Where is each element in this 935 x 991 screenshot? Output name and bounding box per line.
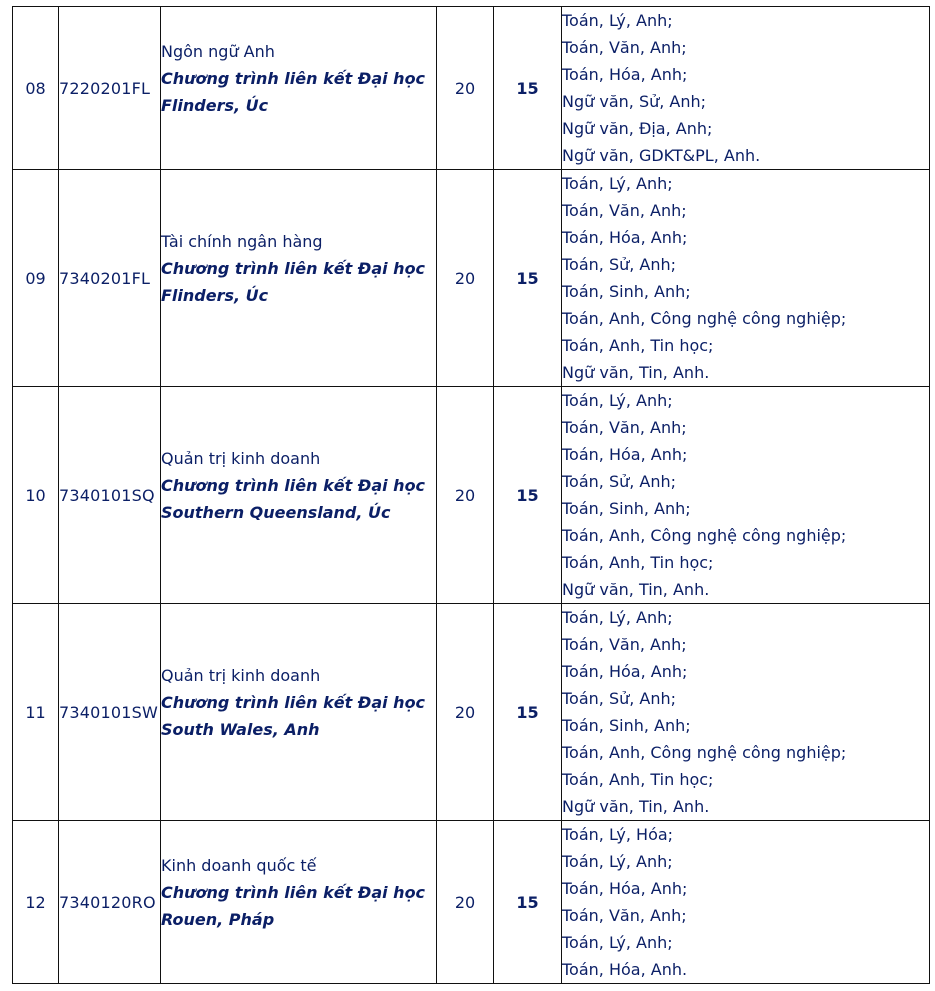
combo-item: Ngữ văn, Tin, Anh. xyxy=(562,363,710,382)
row-number: 11 xyxy=(13,604,59,821)
quota: 20 xyxy=(437,7,494,170)
combo-item: Toán, Anh, Công nghệ công nghiệp; xyxy=(562,743,847,762)
table-row xyxy=(13,387,930,604)
combo-item: Toán, Sử, Anh; xyxy=(562,689,677,708)
combo-item: Ngữ văn, Sử, Anh; xyxy=(562,92,707,111)
combo-item: Toán, Văn, Anh; xyxy=(562,38,687,57)
major-name-cell xyxy=(161,387,437,604)
row-number: 09 xyxy=(13,170,59,387)
combo-item: Toán, Văn, Anh; xyxy=(562,906,687,925)
quota: 20 xyxy=(437,604,494,821)
combo-item: Ngữ văn, Tin, Anh. xyxy=(562,580,710,599)
min-score: 15 xyxy=(494,387,562,604)
combo-item: Toán, Lý, Anh; xyxy=(562,11,673,30)
major-name-cell xyxy=(161,7,437,170)
combo-item: Toán, Sinh, Anh; xyxy=(562,499,691,518)
program-line-1: Chương trình liên kết Đại học xyxy=(161,68,426,88)
combo-item: Toán, Lý, Anh; xyxy=(562,391,673,410)
combo-item: Toán, Sử, Anh; xyxy=(562,472,677,491)
subject-combos xyxy=(562,387,930,604)
combo-item: Toán, Văn, Anh; xyxy=(562,418,687,437)
combo-item: Toán, Anh, Công nghệ công nghiệp; xyxy=(562,309,847,328)
cropped-text-fragment xyxy=(12,984,142,991)
combo-item: Toán, Hóa, Anh. xyxy=(562,960,688,979)
combo-item: Toán, Lý, Anh; xyxy=(562,608,673,627)
quota: 20 xyxy=(437,170,494,387)
combo-item: Ngữ văn, Địa, Anh; xyxy=(562,119,713,138)
combo-item: Toán, Lý, Anh; xyxy=(562,852,673,871)
combo-item: Toán, Hóa, Anh; xyxy=(562,662,688,681)
combo-item: Toán, Sinh, Anh; xyxy=(562,716,691,735)
quota: 20 xyxy=(437,821,494,984)
major-name-cell xyxy=(161,170,437,387)
program-line-2: Flinders, Úc xyxy=(161,95,269,115)
min-score: 15 xyxy=(494,7,562,170)
combo-item: Toán, Anh, Công nghệ công nghiệp; xyxy=(562,526,847,545)
combo-item: Toán, Hóa, Anh; xyxy=(562,65,688,84)
table-body xyxy=(13,7,930,984)
program-line-2: South Wales, Anh xyxy=(161,719,320,739)
combo-item: Toán, Lý, Anh; xyxy=(562,933,673,952)
program-line-1: Chương trình liên kết Đại học xyxy=(161,882,426,902)
program-line-1: Chương trình liên kết Đại học xyxy=(161,475,426,495)
combo-item: Toán, Anh, Tin học; xyxy=(562,553,714,572)
admissions-table xyxy=(12,6,930,984)
subject-combos xyxy=(562,821,930,984)
table-row xyxy=(13,7,930,170)
row-number: 12 xyxy=(13,821,59,984)
combo-item: Toán, Văn, Anh; xyxy=(562,201,687,220)
combo-item: Toán, Văn, Anh; xyxy=(562,635,687,654)
major-name-cell xyxy=(161,821,437,984)
major-name-cell xyxy=(161,604,437,821)
combo-item: Toán, Hóa, Anh; xyxy=(562,879,688,898)
combo-item: Toán, Lý, Anh; xyxy=(562,174,673,193)
combo-item: Toán, Sử, Anh; xyxy=(562,255,677,274)
min-score: 15 xyxy=(494,821,562,984)
combo-item: Toán, Anh, Tin học; xyxy=(562,770,714,789)
major-name: Quản trị kinh doanh xyxy=(161,665,321,685)
program-line-1: Chương trình liên kết Đại học xyxy=(161,692,426,712)
subject-combos xyxy=(562,7,930,170)
combo-item: Toán, Sinh, Anh; xyxy=(562,282,691,301)
major-name: Quản trị kinh doanh xyxy=(161,448,321,468)
major-code: 7340101SW xyxy=(59,604,161,821)
combo-item: Toán, Hóa, Anh; xyxy=(562,445,688,464)
min-score: 15 xyxy=(494,604,562,821)
combo-item: Toán, Lý, Hóa; xyxy=(562,825,674,844)
subject-combos xyxy=(562,604,930,821)
major-code: 7340201FL xyxy=(59,170,161,387)
major-code: 7340120RO xyxy=(59,821,161,984)
row-number: 10 xyxy=(13,387,59,604)
row-number: 08 xyxy=(13,7,59,170)
program-line-2: Southern Queensland, Úc xyxy=(161,502,391,522)
table-row xyxy=(13,170,930,387)
program-line-1: Chương trình liên kết Đại học xyxy=(161,258,426,278)
min-score: 15 xyxy=(494,170,562,387)
major-code: 7220201FL xyxy=(59,7,161,170)
combo-item: Toán, Hóa, Anh; xyxy=(562,228,688,247)
quota: 20 xyxy=(437,387,494,604)
subject-combos xyxy=(562,170,930,387)
major-name: Tài chính ngân hàng xyxy=(161,231,323,251)
major-name: Ngôn ngữ Anh xyxy=(161,41,275,61)
combo-item: Toán, Anh, Tin học; xyxy=(562,336,714,355)
table-row xyxy=(13,821,930,984)
combo-item: Ngữ văn, GDKT&PL, Anh. xyxy=(562,146,761,165)
program-line-2: Flinders, Úc xyxy=(161,285,269,305)
program-line-2: Rouen, Pháp xyxy=(161,909,275,929)
table-row xyxy=(13,604,930,821)
major-name: Kinh doanh quốc tế xyxy=(161,855,317,875)
major-code: 7340101SQ xyxy=(59,387,161,604)
combo-item: Ngữ văn, Tin, Anh. xyxy=(562,797,710,816)
